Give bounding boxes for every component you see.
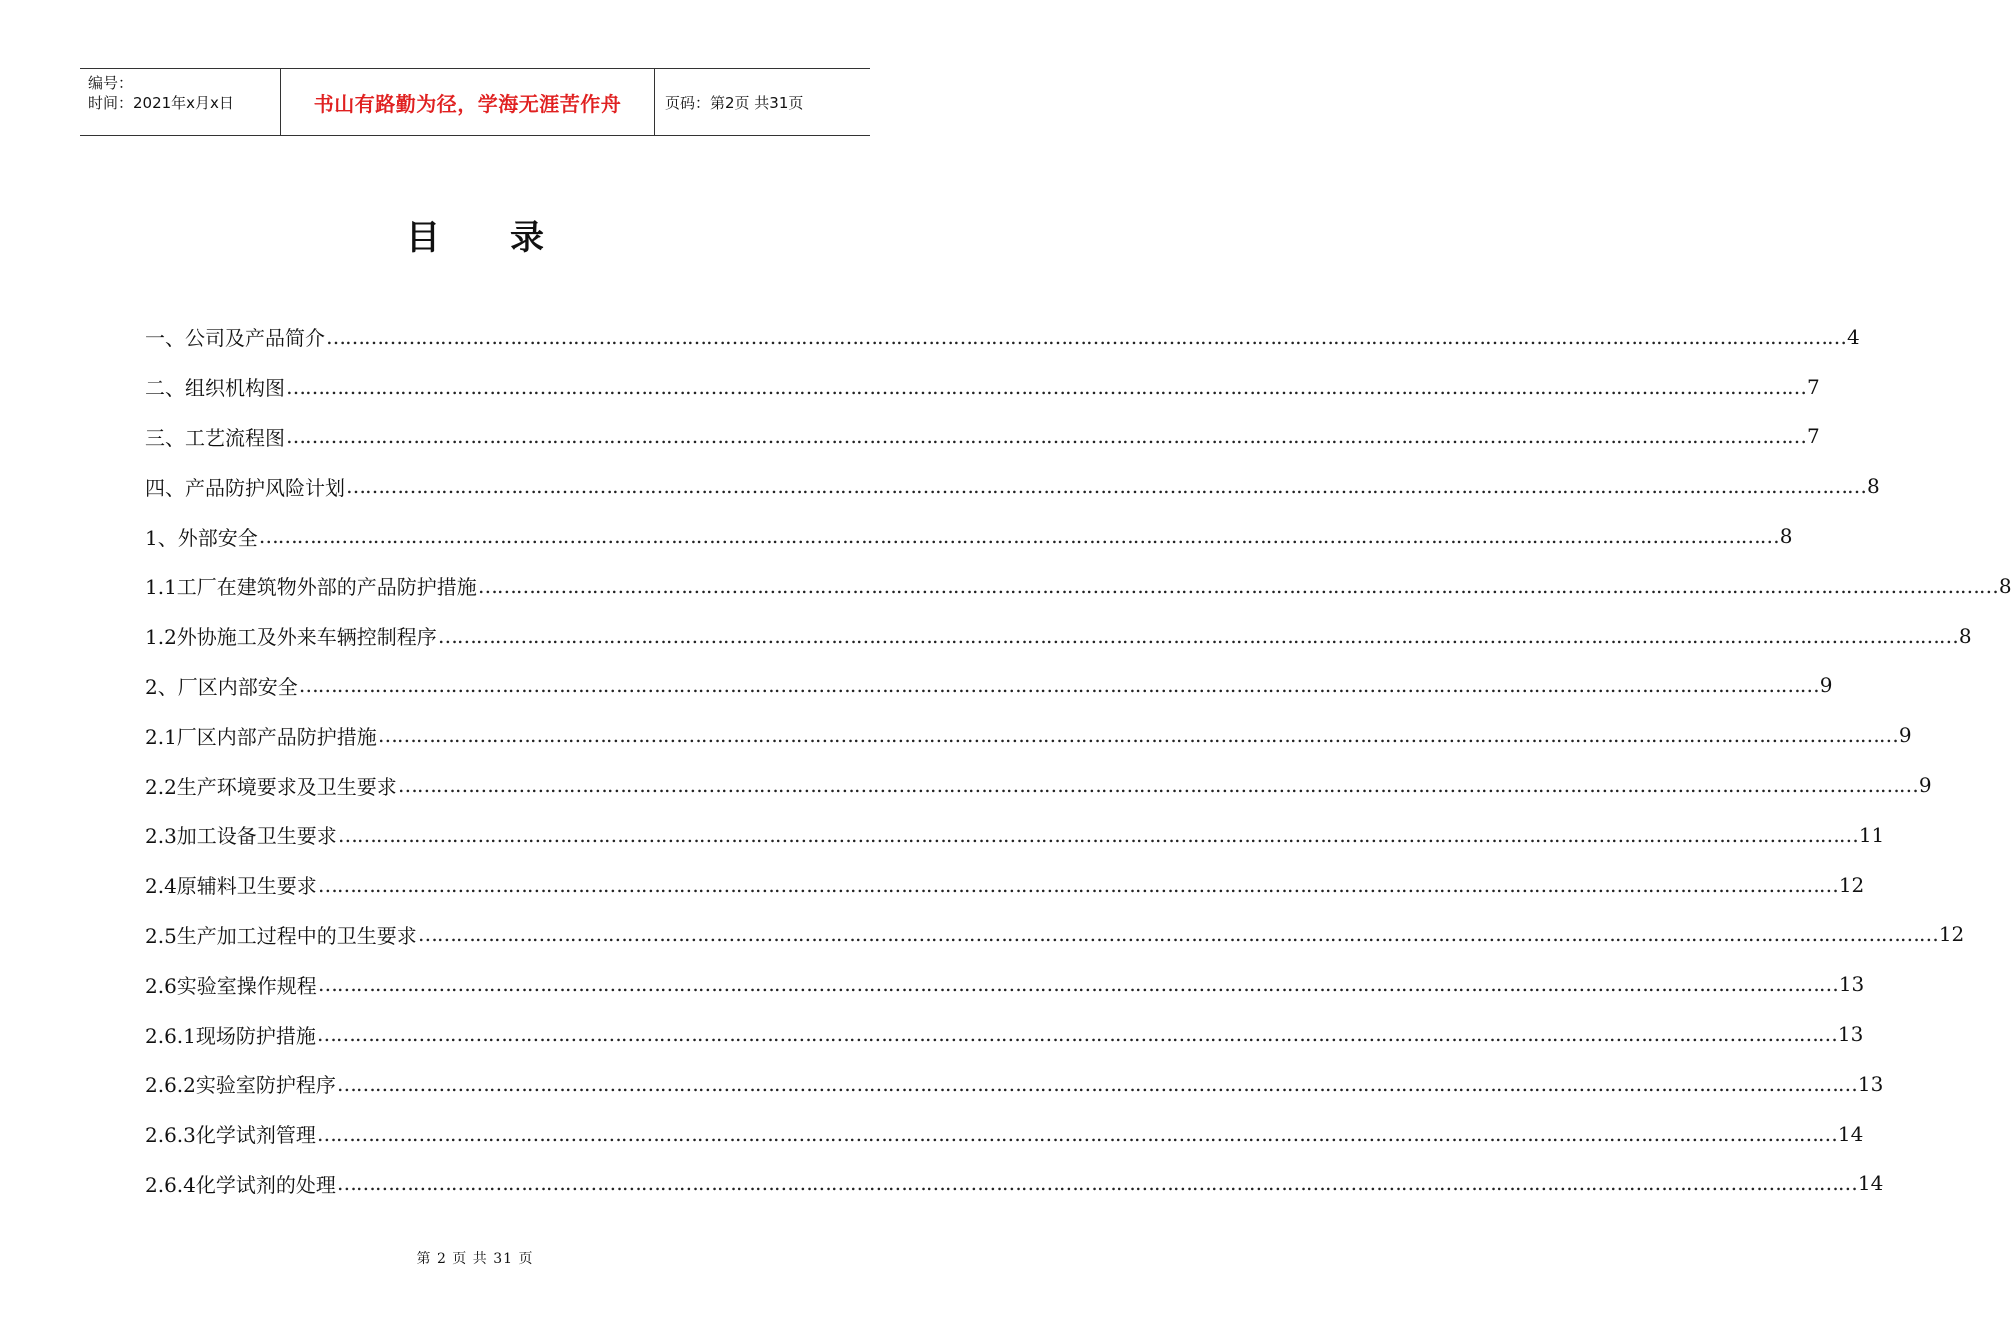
toc-entry-page: 12 [1838, 872, 1865, 897]
toc-leader-dots: …………………………………………………………………………………………………………………………………………………………………………………………………………………… [477, 573, 1998, 598]
toc-leader-dots: …………………………………………………………………………………………………………………………………………………………………………………………………………………… [316, 1022, 1837, 1047]
toc-leader-dots: …………………………………………………………………………………………………………………………………………………………………………………………………………………… [417, 922, 1938, 947]
toc-entry-label: 2.5生产加工过程中的卫生要求 [145, 923, 417, 948]
toc-leader-dots: …………………………………………………………………………………………………………………………………………………………………………………………………………………… [317, 972, 1838, 997]
page-title [0, 210, 950, 259]
toc-entry[interactable] [145, 760, 1932, 810]
toc-leader-dots: …………………………………………………………………………………………………………………………………………………………………………………………………………………… [337, 822, 1858, 847]
title-char-2: 录 [510, 218, 544, 258]
toc-entry-label: 2.6.2实验室防护程序 [145, 1073, 336, 1098]
document-date-label: 时间：2021年x月x日 [88, 94, 234, 112]
toc-entry-label: 2.3加工设备卫生要求 [145, 824, 337, 849]
toc-entry[interactable] [145, 860, 1865, 910]
toc-entry-label: 二、组织机构图 [145, 376, 285, 401]
toc-entry-page: 7 [1807, 424, 1820, 449]
toc-entry-label: 四、产品防护风险计划 [145, 475, 345, 500]
table-of-contents [145, 312, 2012, 1208]
toc-entry-label: 2.6.1现场防护措施 [145, 1023, 316, 1048]
toc-leader-dots: …………………………………………………………………………………………………………………………………………………………………………………………………………………… [397, 773, 1918, 798]
toc-entry-page: 9 [1898, 723, 1912, 748]
toc-entry-page: 11 [1858, 822, 1885, 847]
toc-entry-page: 13 [1838, 972, 1865, 997]
toc-entry[interactable] [145, 959, 1865, 1009]
toc-entry-label: 1.1工厂在建筑物外部的产品防护措施 [145, 575, 477, 600]
toc-entry-page: 8 [1998, 573, 2012, 598]
toc-entry-page: 13 [1837, 1022, 1864, 1047]
toc-entry[interactable] [145, 362, 1820, 412]
toc-leader-dots: …………………………………………………………………………………………………………………………………………………………………………………………………………………… [258, 524, 1779, 549]
toc-entry[interactable] [145, 1009, 1864, 1059]
toc-entry[interactable] [145, 461, 1880, 511]
toc-entry-label: 2.6.3化学试剂管理 [145, 1123, 316, 1148]
header-page-info: 页码：第2页 共31页 [665, 93, 804, 112]
header-motto: 书山有路勤为径，学海无涯苦作舟 [281, 69, 655, 135]
toc-entry-page: 8 [1958, 623, 1972, 648]
document-number-label: 编号： [88, 74, 134, 92]
page-header [80, 68, 870, 136]
toc-entry-label: 2.1厂区内部产品防护措施 [145, 724, 377, 749]
header-meta-cell [80, 69, 281, 135]
toc-entry[interactable] [145, 561, 2012, 611]
toc-entry-label: 2.6实验室操作规程 [145, 973, 317, 998]
toc-entry-page: 13 [1857, 1071, 1884, 1096]
toc-entry[interactable] [145, 661, 1833, 711]
toc-entry[interactable] [145, 611, 1972, 661]
toc-leader-dots: …………………………………………………………………………………………………………………………………………………………………………………………………………………… [377, 723, 1898, 748]
toc-leader-dots: …………………………………………………………………………………………………………………………………………………………………………………………………………………… [346, 474, 1866, 499]
toc-entry-label: 2.2生产环境要求及卫生要求 [145, 774, 397, 799]
toc-leader-dots: …………………………………………………………………………………………………………………………………………………………………………………………………………………… [298, 673, 1819, 698]
toc-entry-label: 1、外部安全 [145, 525, 258, 550]
toc-leader-dots: …………………………………………………………………………………………………………………………………………………………………………………………………………………… [336, 1171, 1857, 1196]
toc-entry[interactable] [145, 910, 1965, 960]
toc-leader-dots: …………………………………………………………………………………………………………………………………………………………………………………………………………………… [326, 324, 1846, 349]
toc-entry[interactable] [145, 412, 1820, 462]
toc-entry-page: 7 [1807, 374, 1820, 399]
toc-entry-label: 1.2外协施工及外来车辆控制程序 [145, 625, 437, 650]
toc-entry-page: 4 [1847, 324, 1860, 349]
toc-entry-page: 8 [1779, 524, 1793, 549]
title-char-1: 目 [406, 218, 440, 258]
toc-entry[interactable] [145, 1059, 1884, 1109]
toc-entry-page: 14 [1857, 1171, 1884, 1196]
toc-leader-dots: …………………………………………………………………………………………………………………………………………………………………………………………………………………… [317, 872, 1838, 897]
toc-entry-page: 12 [1938, 922, 1965, 947]
toc-leader-dots: …………………………………………………………………………………………………………………………………………………………………………………………………………………… [286, 374, 1806, 399]
toc-entry-label: 三、工艺流程图 [145, 425, 285, 450]
toc-entry-label: 2、厂区内部安全 [145, 674, 298, 699]
toc-entry-label: 一、公司及产品简介 [145, 326, 325, 351]
toc-entry[interactable] [145, 810, 1885, 860]
toc-entry-page: 14 [1837, 1121, 1864, 1146]
toc-leader-dots: …………………………………………………………………………………………………………………………………………………………………………………………………………………… [437, 623, 1958, 648]
toc-entry[interactable] [145, 1109, 1864, 1159]
page-footer: 第 2 页 共 31 页 [416, 1251, 534, 1267]
toc-leader-dots: …………………………………………………………………………………………………………………………………………………………………………………………………………………… [336, 1071, 1857, 1096]
toc-entry[interactable] [145, 511, 1793, 561]
toc-leader-dots: …………………………………………………………………………………………………………………………………………………………………………………………………………………… [316, 1121, 1837, 1146]
toc-entry-label: 2.6.4化学试剂的处理 [145, 1172, 336, 1197]
toc-leader-dots: …………………………………………………………………………………………………………………………………………………………………………………………………………………… [286, 424, 1806, 449]
toc-entry-page: 8 [1867, 474, 1880, 499]
toc-entry[interactable] [145, 312, 1860, 362]
toc-entry[interactable] [145, 710, 1912, 760]
toc-entry-page: 9 [1819, 673, 1833, 698]
toc-entry-page: 9 [1918, 773, 1932, 798]
toc-entry[interactable] [145, 1159, 1884, 1209]
toc-entry-label: 2.4原辅料卫生要求 [145, 874, 317, 899]
